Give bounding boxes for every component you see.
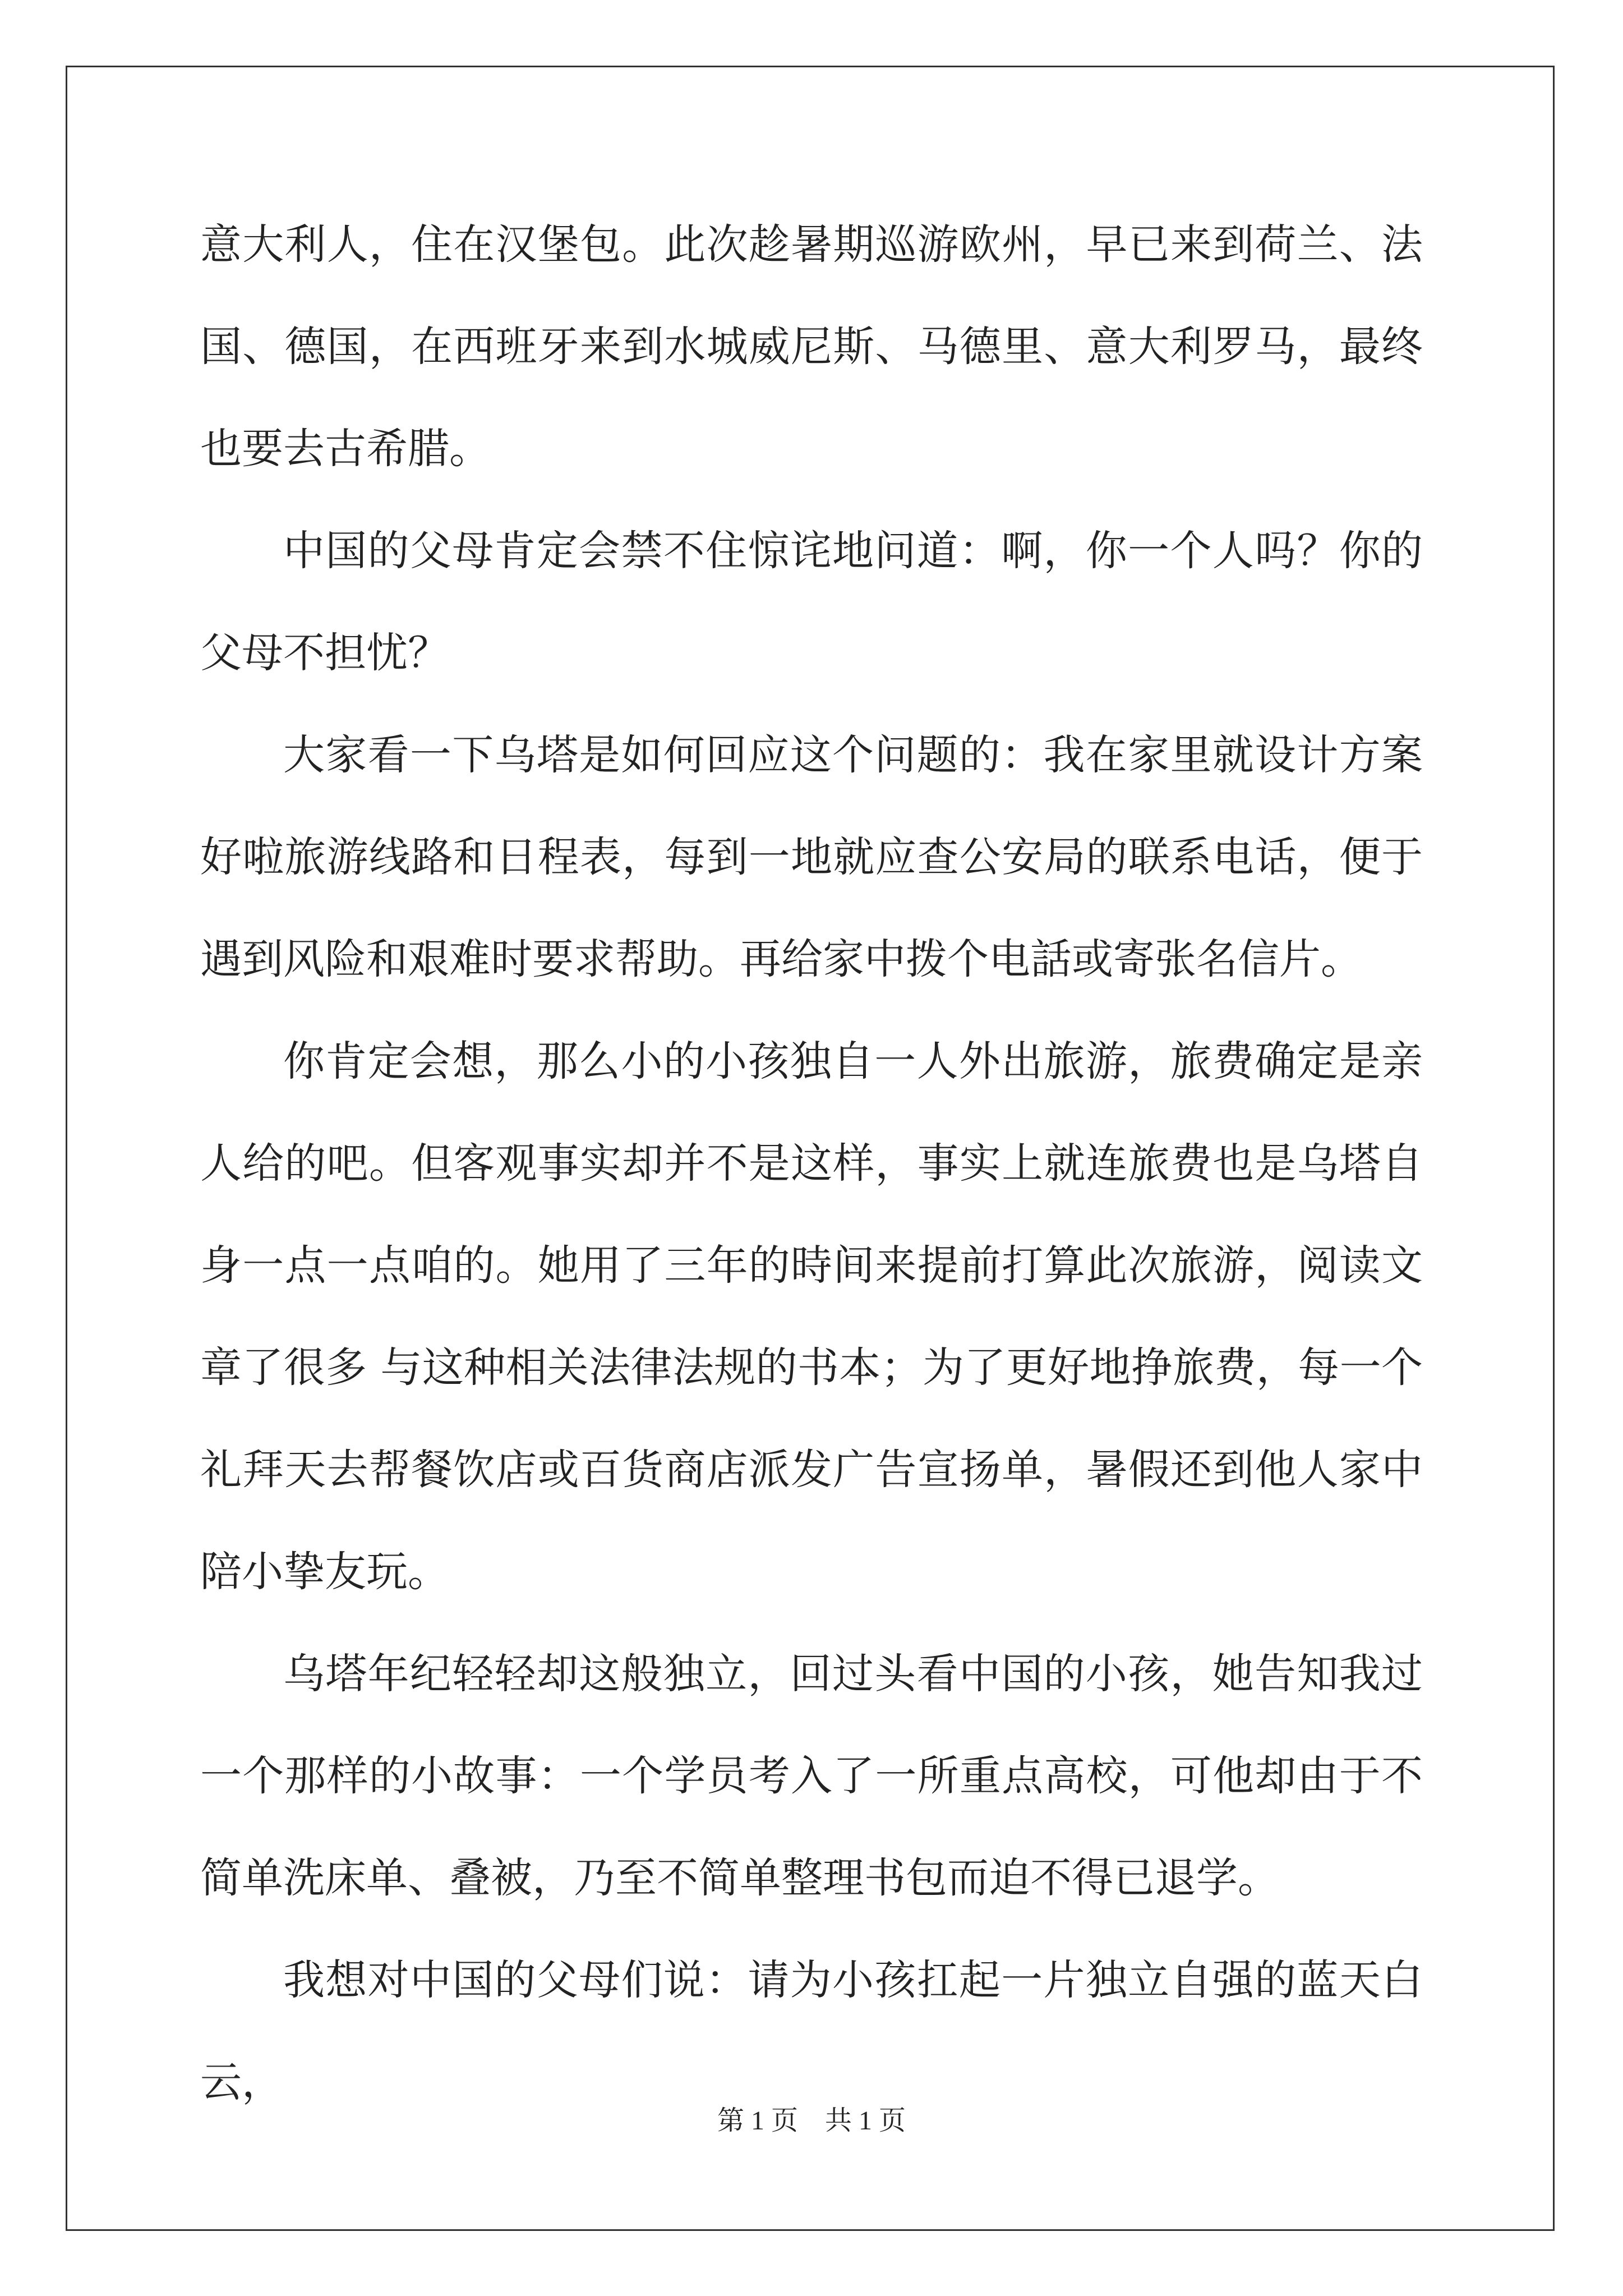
paragraph-2: 中国的父母肯定会禁不住惊诧地问道：啊，你一个人吗？你的父母不担忧？ <box>200 527 1423 677</box>
paragraph-1: 意大利人，住在汉堡包。此次趁暑期巡游欧州，早已来到荷兰、法国、德国，在西班牙来到水城威尼斯、马德里、意大利罗马，最终也要去古希腊。 <box>200 220 1423 473</box>
document-body <box>200 194 1423 2133</box>
paragraph-6: 我想对中国的父母们说：请为小孩扛起一片独立自强的蓝天白云， <box>200 1956 1423 2106</box>
paragraph-5: 乌塔年纪轻轻却这般独立，回过头看中国的小孩，她告知我过一个那样的小故事：一个学员考入了一所重点高校，可他却由于不简单洗床单、叠被，乃至不简单整理书包而迫不得已退学。 <box>200 1650 1423 1902</box>
paragraph-4: 你肯定会想，那么小的小孩独自一人外出旅游，旅费确定是亲人给的吧。但客观事实却并不是这样，事实上就连旅费也是乌塔自身一点一点咱的。她用了三年的時间来提前打算此次旅游，阅读文章了很多 与这种相关法律法规的书本；为了更好地挣旅费，每一个礼拜天去帮餐饮店或百货商店派发广告宣扬单，暑假还到他人家中陪小挚友玩。 <box>200 1037 1423 1596</box>
paragraph-3: 大家看一下乌塔是如何回应这个问题的：我在家里就设计方案好啦旅游线路和日程表，每到一地就应查公安局的联系电话，便于遇到风险和艰难时要求帮助。再给家中拨个电話或寄张名信片。 <box>200 731 1423 983</box>
page-number-footer: 第 1 页 共 1 页 <box>717 2106 906 2136</box>
